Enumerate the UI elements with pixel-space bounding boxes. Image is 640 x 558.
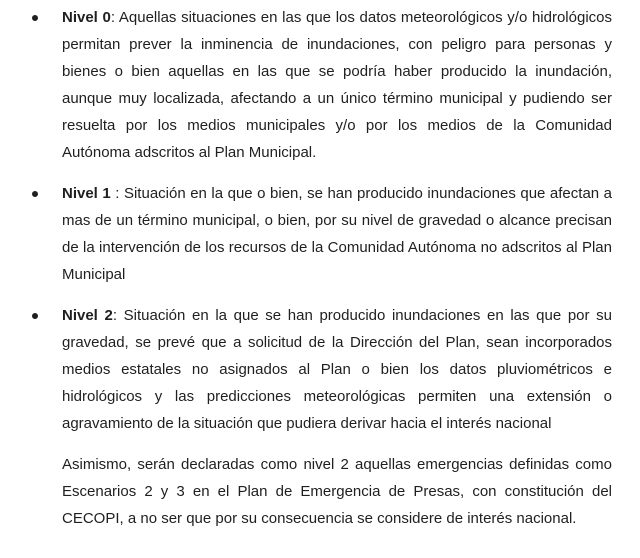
bullet-icon [32, 313, 38, 319]
nivel-1-label: Nivel 1 [62, 185, 111, 202]
bullet-icon [32, 191, 38, 197]
list-item-nivel-0 [62, 4, 612, 166]
nivel-2-label: Nivel 2 [62, 307, 113, 324]
nivel-2-separator: : [112, 307, 124, 324]
nivel-2-paragraph [62, 302, 612, 437]
list-item-nivel-2 [62, 302, 612, 437]
list-item-nivel-1 [62, 180, 612, 288]
nivel-0-separator: : [110, 9, 119, 26]
nivel-0-body: Aquellas situaciones en las que los datos meteorológicos y/o hidrológicos permitan prever la inminencia de inundaciones, con peligro para personas y bienes o bien aquellas en las que se podría haber producido la inundación, aunque muy localizada, afectando a un único término municipal y pudiendo ser resuelta por los medios municipales y/o por los medios de la Comunidad Autónoma adscritos al Plan Municipal. [62, 9, 612, 161]
closing-paragraph: Asimismo, serán declaradas como nivel 2 aquellas emergencias definidas como Escenarios 2 y 3 en el Plan de Emergencia de Presas, con constitución del CECOPI, a no ser que por su consecuencia se considere de interés nacional. [62, 456, 612, 527]
nivel-0-label: Nivel 0 [62, 9, 111, 26]
nivel-1-paragraph [62, 180, 612, 288]
bullet-icon [32, 15, 38, 21]
nivel-2-body: Situación en la que se han producido inundaciones en las que por su gravedad, se prevé que a solicitud de la Dirección del Plan, sean incorporados medios estatales no asignados al Plan o bien los datos pluviométricos e hidrológicos y las predicciones meteorológicas permiten una extensión o agravamiento de la situación que pudiera derivar hacia el interés nacional [62, 307, 612, 432]
nivel-1-body: Situación en la que o bien, se han producido inundaciones que afectan a mas de un término municipal, o bien, por su nivel de gravedad o alcance precisan de la intervención de los recursos de la Comunidad Autónoma no adscritos al Plan Municipal [62, 185, 612, 283]
nivel-1-separator: : [110, 185, 124, 202]
nivel-0-paragraph [62, 4, 612, 166]
